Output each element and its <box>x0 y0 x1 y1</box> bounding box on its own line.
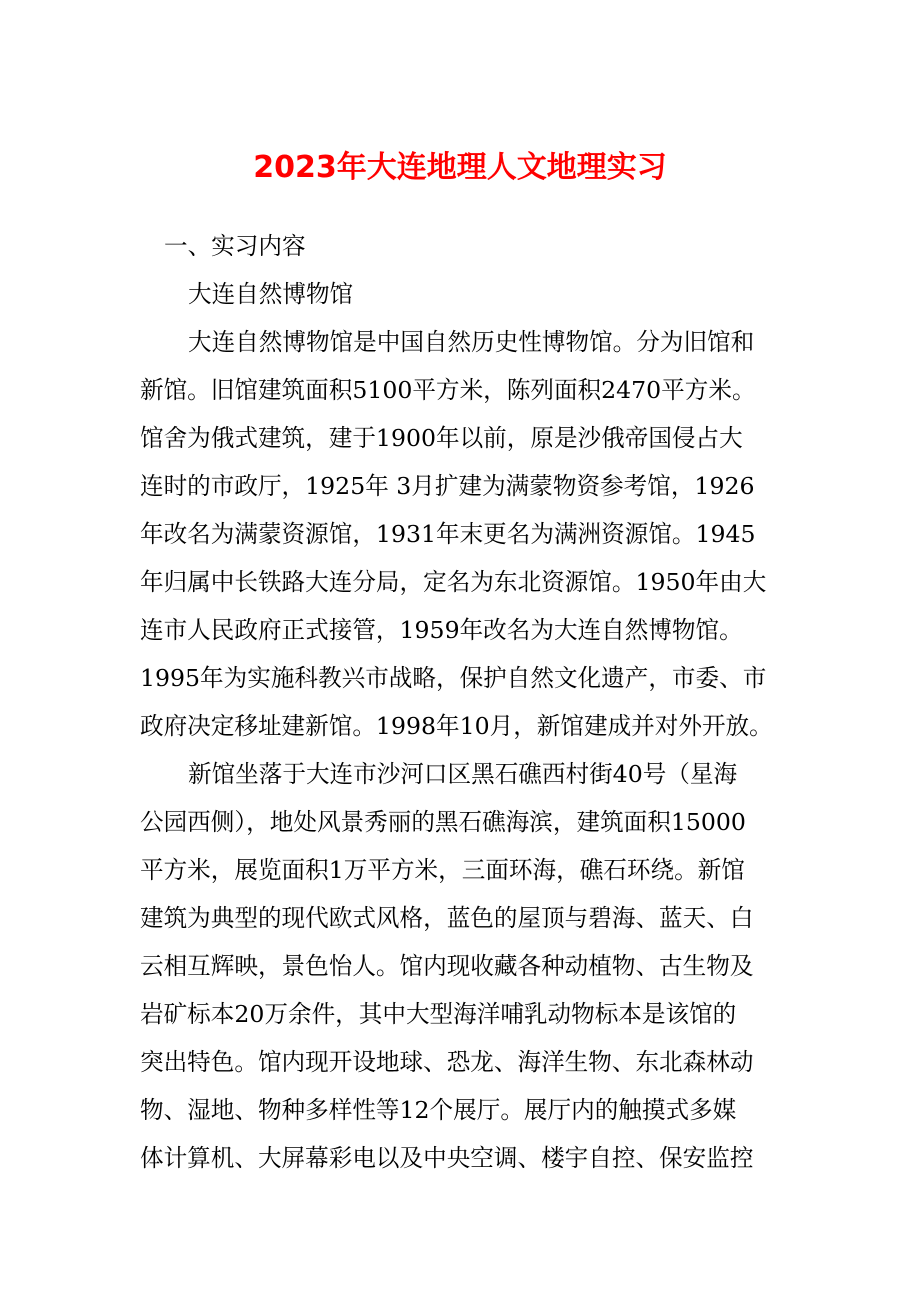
paragraph-2-line: 物、湿地、物种多样性等12个展厅。展厅内的触摸式多媒 <box>140 1096 737 1124</box>
paragraph-2-line: 建筑为典型的现代欧式风格，蓝色的屋顶与碧海、蓝天、白 <box>140 904 754 932</box>
paragraph-2-line: 岩矿标本20万余件，其中大型海洋哺乳动物标本是该馆的 <box>140 1000 737 1028</box>
section-heading: 一、实习内容 <box>164 232 306 260</box>
paragraph-2-line: 云相互辉映，景色怡人。馆内现收藏各种动植物、古生物及 <box>140 952 754 980</box>
paragraph-2-line: 体计算机、大屏幕彩电以及中央空调、楼宇自控、保安监控 <box>140 1144 754 1172</box>
paragraph-1-line: 1995年为实施科教兴市战略，保护自然文化遗产，市委、市 <box>140 664 767 692</box>
paragraph-1-line: 年改名为满蒙资源馆，1931年末更名为满洲资源馆。1945 <box>140 520 756 548</box>
paragraph-2-line: 新馆坐落于大连市沙河口区黑石礁西村街40号（星海 <box>188 760 738 788</box>
paragraph-2-line: 平方米，展览面积1万平方米，三面环海，礁石环绕。新馆 <box>140 856 745 884</box>
paragraph-1-line: 连时的市政厅，1925年 3月扩建为满蒙物资参考馆，1926 <box>140 472 755 500</box>
paragraph-1-line: 年归属中长铁路大连分局，定名为东北资源馆。1950年由大 <box>140 568 767 596</box>
paragraph-2-line: 公园西侧），地处风景秀丽的黑石礁海滨，建筑面积15000 <box>140 808 746 836</box>
document-title: 2023年大连地理人文地理实习 <box>253 150 667 185</box>
paragraph-1-line: 新馆。旧馆建筑面积5100平方米，陈列面积2470平方米。 <box>140 376 756 404</box>
paragraph-1-line: 政府决定移址建新馆。1998年10月，新馆建成并对外开放。 <box>140 712 773 740</box>
paragraph-2-line: 突出特色。馆内现开设地球、恐龙、海洋生物、东北森林动 <box>140 1048 754 1076</box>
paragraph-1-line: 大连自然博物馆是中国自然历史性博物馆。分为旧馆和 <box>188 328 755 356</box>
subheading: 大连自然博物馆 <box>188 280 354 308</box>
paragraph-1-line: 连市人民政府正式接管，1959年改名为大连自然博物馆。 <box>140 616 743 644</box>
paragraph-1-line: 馆舍为俄式建筑，建于1900年以前，原是沙俄帝国侵占大 <box>140 424 743 452</box>
